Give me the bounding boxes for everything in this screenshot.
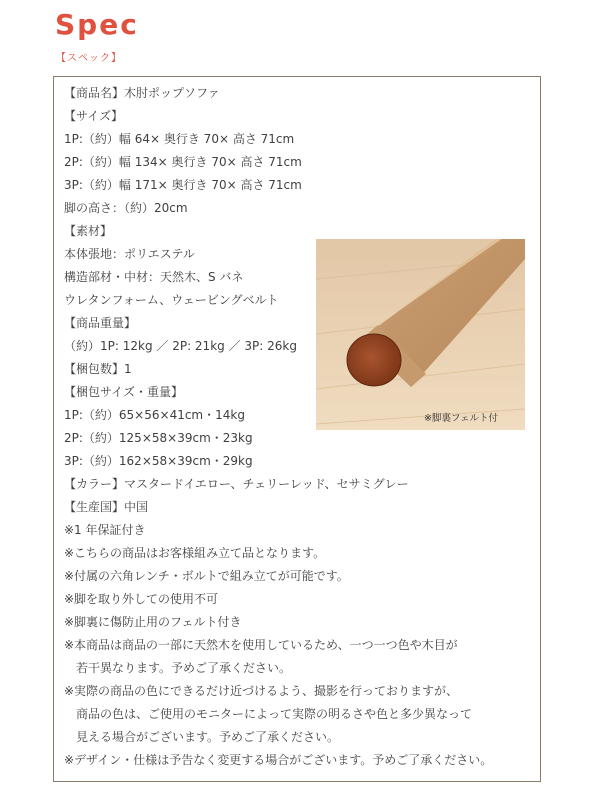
note-color-2: 商品の色は、ご使用のモニターによって実際の明るさや色と多少異なって	[64, 707, 473, 721]
note-wood-1: ※本商品は商品の一部に天然木を使用しているため、一つ一つ色や木目が	[64, 638, 458, 652]
spec-line-size-2p: 2P:（約）幅 134× 奥行き 70× 高さ 71cm	[64, 155, 302, 169]
note-wood-2: 若干異なります。予めご了承ください。	[64, 661, 292, 675]
spec-line-weight-heading: 【商品重量】	[64, 316, 137, 330]
spec-line-package-2p: 2P:（約）125×58×39cm・23kg	[64, 431, 253, 445]
spec-line-size-3p: 3P:（約）幅 171× 奥行き 70× 高さ 71cm	[64, 178, 302, 192]
spec-line-package-3p: 3P:（約）162×58×39cm・29kg	[64, 454, 253, 468]
note-warranty: ※1 年保証付き	[64, 523, 146, 537]
spec-line-color: 【カラー】マスタードイエロー、チェリーレッド、セサミグレー	[64, 477, 409, 491]
spec-line-package-heading: 【梱包サイズ・重量】	[64, 385, 184, 399]
note-color-3: 見える場合がございます。予めご了承ください。	[64, 730, 340, 744]
page-subtitle: 【スペック】	[56, 53, 122, 64]
spec-line-size-1p: 1P:（約）幅 64× 奥行き 70× 高さ 71cm	[64, 132, 295, 146]
spec-line-package-count: 【梱包数】1	[64, 362, 132, 376]
spec-line-leg-height: 脚の高さ：（約）20cm	[64, 201, 188, 215]
page-title: Spec	[55, 8, 139, 41]
note-color-1: ※実際の商品の色にできるだけ近づけるよう、撮影を行っておりますが、	[64, 684, 459, 698]
spec-line-upholstery: 本体張地：ポリエステル	[64, 247, 195, 261]
spec-line-package-1p: 1P:（約）65×56×41cm・14kg	[64, 408, 245, 422]
spec-line-material-heading: 【素材】	[64, 224, 113, 238]
note-legs: ※脚を取り外しての使用不可	[64, 592, 219, 606]
note-assembly: ※こちらの商品はお客様組み立て品となります。	[64, 546, 326, 560]
spec-line-weight: （約）1P: 12kg ／ 2P: 21kg ／ 3P: 26kg	[64, 339, 297, 353]
photo-caption: ※脚裏フェルト付	[424, 413, 498, 424]
leg-felt-photo	[316, 239, 525, 430]
spec-line-origin: 【生産国】中国	[64, 500, 149, 514]
spec-line-size-heading: 【サイズ】	[64, 109, 124, 123]
spec-line-product-name: 【商品名】木肘ポップソファ	[64, 86, 220, 100]
spec-line-structure-2: ウレタンフォーム、ウェービングベルト	[64, 293, 279, 307]
note-tools: ※付属の六角レンチ・ボルトで組み立てが可能です。	[64, 569, 349, 583]
note-design: ※デザイン・仕様は予告なく変更する場合がございます。予めご了承ください。	[64, 753, 493, 767]
note-felt: ※脚裏に傷防止用のフェルト付き	[64, 615, 242, 629]
spec-line-structure: 構造部材・中材：天然木、S バネ	[64, 270, 244, 284]
